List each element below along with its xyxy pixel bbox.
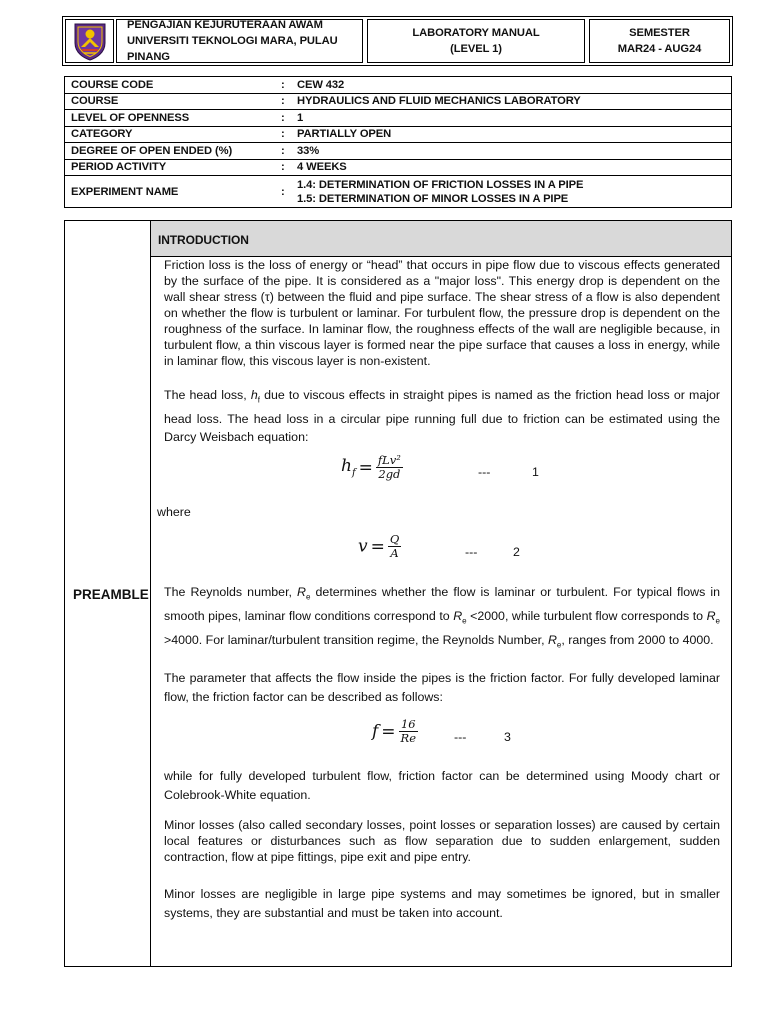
intro-paragraph-1: Friction loss is the loss of energy or “head” that occurs in pipe flow due to viscous effects generated by the surface of the pipe. It is considered as a "major loss". This energy drop is dependent on the wall shear stress (τ) between the fluid and pipe surface. The shear stress of a flow is also dependent on whether the flow is turbulent or laminar. For turbulent flow, the pressure drop is dependent on the roughness of the surface. In laminar flow, the roughness effects of the wall are negligible because, in turbulent flow, a thin viscous layer is formed near the pipe surface that causes a loss in energy, while in laminar flow, this viscous layer is non-existent. xyxy=(164,258,720,368)
experiment-line1: 1.4: DETERMINATION OF FRICTION LOSSES IN A PIPE xyxy=(297,178,584,191)
info-colon: : xyxy=(281,176,291,208)
intro-paragraph-2: The head loss, $h_f$ due to viscous effects in straight pipes is named as the friction head loss or major head loss. The head loss in a circular pipe running full due to friction can be estimated using the Darcy Weisbach equation: xyxy=(164,388,720,445)
intro-paragraph-5: while for fully developed turbulent flow, friction factor can be determined using Moody chart or Colebrook-White equation. xyxy=(164,769,720,802)
intro-paragraph-4: The parameter that affects the flow inside the pipes is the friction factor. For fully developed laminar flow, the friction factor can be described as follows: xyxy=(164,671,720,704)
equation-3: f = $\frac{16}{Re}$ xyxy=(372,717,417,745)
info-colon: : xyxy=(281,77,291,94)
info-row xyxy=(65,110,732,127)
info-colon: : xyxy=(281,93,291,110)
equation-1-number: 1 xyxy=(532,465,539,479)
where-label: where xyxy=(157,505,191,519)
info-label: COURSE xyxy=(65,93,282,110)
info-row xyxy=(65,126,732,143)
info-colon: : xyxy=(281,126,291,143)
semester-cell xyxy=(589,19,730,63)
equation-3-number: 3 xyxy=(504,730,511,744)
experiment-line2: 1.5: DETERMINATION OF MINOR LOSSES IN A PIPE xyxy=(297,192,569,205)
manual-line1: LABORATORY MANUAL xyxy=(412,27,540,39)
equation-2: v = $\frac{Q}{A}$ xyxy=(358,532,400,560)
course-info-table xyxy=(64,76,732,208)
info-value: 1 xyxy=(291,110,732,127)
equation-1: $h_f$ = $\frac{\text{fLv²}}{2gd}$ xyxy=(341,453,401,481)
info-colon: : xyxy=(281,143,291,160)
preamble-label-column xyxy=(65,221,151,966)
info-value: HYDRAULICS AND FLUID MECHANICS LABORATORY xyxy=(291,93,732,110)
info-value: 33% xyxy=(291,143,732,160)
equation-2-dash: --- xyxy=(465,545,478,559)
equation-1-dash: --- xyxy=(478,465,491,479)
equation-3-dash: --- xyxy=(454,730,467,744)
manual-cell xyxy=(367,19,585,63)
logo-cell xyxy=(65,19,114,63)
preamble-label: PREAMBLE xyxy=(73,587,149,602)
intro-paragraph-7: Minor losses are negligible in large pipe systems and may sometimes be ignored, but in smaller systems, they are substantial and must be taken into account. xyxy=(164,887,720,920)
semester-line1: SEMESTER xyxy=(629,27,690,39)
experiment-row xyxy=(65,176,732,208)
info-colon: : xyxy=(281,159,291,176)
intro-paragraph-6: Minor losses (also called secondary losses, point losses or separation losses) are caused by certain local features or disturbances such as flow separation due to sudden enlargement, sudden contraction, flow at pipe fittings, pipe exit and pipe entry. xyxy=(164,818,720,864)
equation-2-number: 2 xyxy=(513,545,520,559)
institution-line2: UNIVERSITI TEKNOLOGI MARA, PULAU PINANG xyxy=(127,35,338,63)
document-header xyxy=(62,16,733,66)
info-label: COURSE CODE xyxy=(65,77,282,94)
info-label: CATEGORY xyxy=(65,126,282,143)
info-value: 4 WEEKS xyxy=(291,159,732,176)
introduction-title: INTRODUCTION xyxy=(158,233,249,247)
info-label: PERIOD ACTIVITY xyxy=(65,159,282,176)
semester-line2: MAR24 - AUG24 xyxy=(617,43,702,55)
info-label: DEGREE OF OPEN ENDED (%) xyxy=(65,143,282,160)
uitm-crest-icon xyxy=(72,21,108,61)
introduction-header xyxy=(151,221,731,257)
institution-cell xyxy=(116,19,363,63)
info-value: PARTIALLY OPEN xyxy=(291,126,732,143)
info-value: CEW 432 xyxy=(291,77,732,94)
experiment-label: EXPERIMENT NAME xyxy=(65,176,282,208)
info-row xyxy=(65,143,732,160)
info-row xyxy=(65,159,732,176)
info-row xyxy=(65,77,732,94)
info-colon: : xyxy=(281,110,291,127)
info-label: LEVEL OF OPENNESS xyxy=(65,110,282,127)
manual-line2: (LEVEL 1) xyxy=(450,43,502,55)
info-row xyxy=(65,93,732,110)
experiment-value xyxy=(291,176,732,208)
institution-line1: PENGAJIAN KEJURUTERAAN AWAM xyxy=(127,19,323,31)
intro-paragraph-3: The Reynolds number, $R_e$ determines whether the flow is laminar or turbulent. For typical flows in smooth pipes, laminar flow conditions correspond to $R_e <2000$, while turbulent flow corresponds to $R_e >4000$. For laminar/turbulent transition regime, the Reynolds Number, $R_e$, ranges from 2000 to 4000. xyxy=(164,585,720,650)
